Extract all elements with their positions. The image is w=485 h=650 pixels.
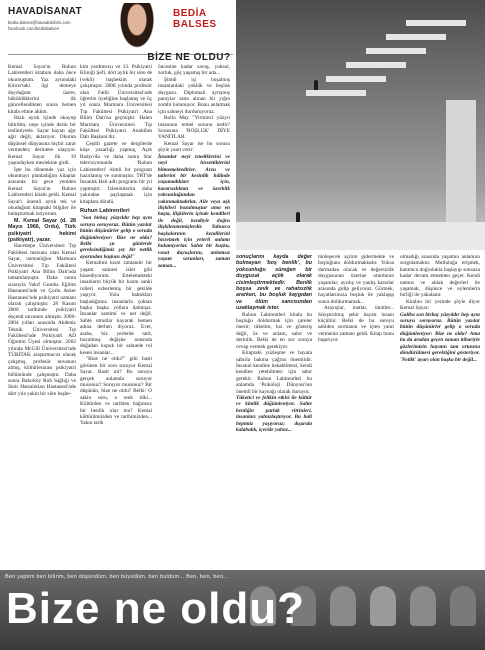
paragraph: Kitaptaki yüzleşme ve hayata sabırla bakma çağrısı önemlidir. İnsanın kendine bakabilmesi, kendi kendine yetebilmesi için sabır gerekir. Ruhun Labirentleri bu anlamda 'Psikoloji Dünyası'nın önemli bir kaynağı olarak duruyor. bbox=[236, 350, 312, 395]
paragraph: tünleşecek açılım gidermekte ve boşluğunu doldurmaktadır. Yoksa durmadan olacak ve değersizlik duygusunun üzerine oturduran yaşamlar; ayrılış ve yanlış kararlar arasında gidip geliyoruz. Görmek, hayatlarımıza boşluk ile yaklaşıp sonra doldurmamak... bbox=[318, 254, 394, 305]
ground bbox=[236, 222, 485, 250]
paragraph: Kitabın bir yerinde şöyle diyor Kemal Sayar: bbox=[400, 298, 480, 312]
paragraph: "Bize ne oldu?" gibi basit görünen bir soru soruyor Kemal Sayar. Basit mi? Bu soruyu gerçek anlamda soruyor musunuz? Soruyor musunuz? Bir düşünün, bize ne oldu? Belki: O sakin soru, o renk tilki... Kültürden ve tarihten bağımsız bir benlik olur mu? Kemal kültürümüzden ve tarihimizden... Yakın tarih bbox=[80, 356, 152, 427]
stair-step bbox=[386, 34, 446, 40]
article-column-1 bbox=[8, 64, 76, 568]
paragraph: Kemal Sayar ise bu sorusu şöyle yanıt verir: bbox=[158, 140, 230, 154]
contact-facebook[interactable]: facebook.com/bediabalses bbox=[8, 26, 59, 31]
paragraph: kim yardımcısı ve 13. Psikiyatri Kliniği Şefi, dört aylık bir süre de (vekil) başhekim olarak çalışmıştır. 2008 yılında profesör olan Fatih Üniversitesi'nde öğretim üyeliğine başlamış ve üç yıl sonra Marmara Üniversitesi Tıp Fakültesi Psikiyatri Ana Bilim Dalı'na geçmiştir. Halen Marmara Üniversitesi Tıp Fakültesi Psikiyatri Anabilim Dalı Başkanı'dır. bbox=[80, 64, 152, 141]
face-silhouette bbox=[410, 586, 436, 626]
stair-step bbox=[406, 20, 466, 26]
paragraph: Rollo May "Yirminci yüzyıl insanının temel sorunu nedir? Sorusuna 'BOŞLUK' DİYE YANITLAR. bbox=[158, 115, 230, 141]
paragraph: Ruhun Labirentleri kitabı bu boşluğu doldurmak için çareler önerir; tüketim, hız ve gösteriş değil, öz ve anlam, sabır ve derinlik. Belki de en zor soruya cevap vermek gerekiyor. bbox=[236, 311, 312, 350]
article-column-2 bbox=[80, 64, 152, 568]
paragraph: sonuçlarını kayda değer bulmayan 'boş benlik', bu yoksunluğu süreğen bir duygusal açlık olarak cisimleştirmektedir. Benlik boşsa zevk ve rahatsızlık ararken, bu boşluk kaygıdan ve ölüm sancısından uzaklaşmak ister. bbox=[236, 254, 312, 312]
author-bio-lead: M. Kemal Sayar (d. 28 Mayıs 1966, Ordu), Türk psikiyatri hekimi (psikiyatr), yazar. bbox=[8, 217, 76, 243]
stair-step bbox=[366, 48, 426, 54]
paragraph: öncesine kadar savaş, yoksul, zorluk, göç yaşamış bir ada... bbox=[158, 64, 230, 77]
face-silhouette bbox=[370, 586, 396, 626]
bottom-banner bbox=[0, 570, 485, 650]
pull-quote: "Son birkaç yüzyıldır hep aynı soruyu soruyoruz. Bütün yazılar bütün düşünürler gelip o soruda düğümleniyor: Bize ne oldu? Belki şu günlerde gereksindiğimiz şey bir netlik ayarından başkası değil" bbox=[80, 215, 152, 260]
author-photo bbox=[118, 3, 156, 51]
staircase-photo bbox=[236, 0, 485, 250]
pull-quote: Tüketici ve felikin etkisi ile kültür ve kimlik düğümleniyor. Sahte benliğin parlak vitrinleri, insanları yalnızlaştırıyor. Bu hali hepimiz yaşıyoruz; dışarıda kalabalık, içeride yalnız... bbox=[236, 394, 312, 433]
subheading: Ruhun Labirentleri bbox=[80, 207, 130, 214]
author-name bbox=[173, 8, 217, 30]
contact-info bbox=[8, 20, 71, 32]
face-silhouette bbox=[450, 586, 476, 626]
banner-headline: Bize ne oldu? bbox=[6, 584, 305, 633]
paragraph: İşte bu dönemde yaz için okunmayı planladığım kitaplar arasında bir gece yeniden Kemal Sayar'ın Ruhun Labirentleri kitabı geldi. Kemal Sayar'ı önemli ayrık tek ve okuduğum kitaptaki bilgiler ile buluşturmak istiyorum. bbox=[8, 166, 76, 218]
stair-step bbox=[326, 76, 386, 82]
pull-quote: İnsanlar neyi istediklerini ve neyi hissettiklerini bilmemektedirler. Arzu ve tatlerini bir kesinlik hâlinde yaşamadıkları için, kararsızlıktan ve özerklik yoksunluğundan yakınmaktadırlar. Aile veya aşk ilişkileri bozulmuştur ama en başta, ilişkilerin içinde kendileri ile değil, kendiyle doğru ilişkilenmemişlerdir. Yalnızca başkalarının kendilerini hissetmek için yeterli anlamı bulamıyorlar. Sahte bir kuşku, vasat duyuşlarını, anlamsız yaşam sorunları, zaman zaman... bbox=[158, 153, 230, 269]
stair-step bbox=[346, 62, 406, 68]
paragraph: olmadığı arasında yaşamın anlamını sorgulamaktır. Mutluluğa erişmek, kanımca doğrulukla başlayıp sonsuza kadar devam etmekten geçer. Kendi namus ve ahlak değerleri ile yaşamak, düşünce ve eylemlerin birliği ile yakalanır. bbox=[400, 254, 480, 299]
article-column-4 bbox=[236, 254, 312, 568]
paragraph: Arayışlar, inatlar, ümitler... Sıkıştırılmış şehir hayatı insanı küçültür. Belki de bu soruyu sahiden sormanın ve içten yanıt vermenin zamanı geldi. Kitap bunu başarıyor. bbox=[318, 305, 394, 344]
section-category: HAVADİSANAT bbox=[8, 6, 82, 17]
face-silhouette bbox=[330, 586, 356, 626]
author-first-name: BEDİA bbox=[173, 8, 207, 19]
banner-strip-text: Ben yaptım ben bilirim, ben düşündüm, ben büyüdüm, ben buldum... Ben, ben, ben... bbox=[5, 574, 229, 580]
article-column-6 bbox=[400, 254, 480, 568]
paragraph: Hacettepe Üniversitesi Tıp Fakültesi mezunu olan Kemal Sayar, uzmanlığını Marmara Üniversitesi Tıp Fakültesi Psikiyatri Ana Bilim Dalı'nda tamamlamıştır. Daha sonra sırasıyla Vakıf Gureba Eğitim Hastanesi'nde ve Çorlu Asker Hastanesi'nde psikiyatri uzmanı olarak çalışmıştır. 28 Kasım 2000 tarihinde psikiyatri doçenti unvanını almıştır. 2000-2004 yılları arasında Akdeniz Teknik Üniversitesi Tıp Fakültesi'nde Psikiyatri AD Öğretim Üyesi olmuştur. 2002 yılında McGill Üniversitesi'nde TÜBİTAK araştırmacısı olarak çalışmış, profesör unvanını almış, kültürlerarası psikiyatri bölümünde çalışmıştır. Daha sonra Bakırköy Ruh Sağlığı ve Sinir Hastalıkları Hastanesi'nde dört yıla yakın bir süre başhe- bbox=[8, 243, 76, 397]
paragraph: Çeşitli gazete ve dergilerde köşe yazarlığı yapmış, Açık Radyo'da ve daha sonra Star televizyonunda 'Ruhun Labirentleri' isimli bir program hazırlamış ve sunmuştur. TRT'de İnsanlık Hali adlı programı bir yıl yapmıştır. İzlenimlerini daha yakından paylaşmak için kitaplara döndü. bbox=[80, 140, 152, 205]
paragraph: Şimdi içi boşalmış insanlardaki yoklük ve boşluk duygusu. Diplomalı ayrışmış paraylar satın alınan bir yığın zombi bulunuyor. Bunu anlatmak için sahneyi durduruyoruz. bbox=[158, 76, 230, 115]
contact-email[interactable]: bedia.balses@havadiskibris.com bbox=[8, 20, 71, 25]
paragraph: Hızlı ayrık içinde okuyup bitirdim, neşe içinde derin bir teslimiyetle. Sayar hayatı ağır ağır değil, aktarıyor. Okurun düşünsel dünyasına hiçbir zarar vermeden; derinlere ulaşıyor. Kemal Sayar ilk 19 yaşındayken meslekine girdi. bbox=[8, 115, 76, 167]
article-column-5 bbox=[318, 254, 394, 568]
article-column-3 bbox=[158, 64, 230, 568]
stair-step bbox=[306, 90, 366, 96]
paragraph: Kemalimi kısm zamandır bir yaşam sahnesi izler gibi hissediyorum. Ertelemekteki insanların büyük bir kısmı sanki rolleri ezberlemiş bir şekilde yaşıyor. Yola baktıkları başladığımız insanlarla çoktan başka başka yollara dalmışız. İnsanlar samimi ve net değil. Sahte umutlar kayarak hemen adına derhen diyoruz. Evet, araba, biz yerlerde tatil, bozulmuş değişke arasında doğadan kopuk bir sahnede rol kesen insanlar... bbox=[80, 260, 152, 356]
author-last-name: BALSES bbox=[173, 19, 217, 30]
person-figure bbox=[314, 80, 318, 90]
pull-quote: Galiba son birkaç yüzyıldır hep aynı soruyu soruyoruz. Bütün yazılar bütün düşünürler gelip o soruda düğümleniyor: Bize ne oldu? Ama bu da aradan geçen zaman itibariyle gözlerimizin hayatın tam ortasına döndürülmesi gerektiğini gösteriyor. 'Netlik' ayarı olan başka bir değil... bbox=[400, 311, 480, 363]
person-figure bbox=[296, 212, 300, 222]
paragraph: Kemal Sayar'ın Ruhun Labirentleri kitabını daha önce okumuştum. Yaz aynındaki Kıbrıs'taki ilgi demeye duyduğum üzere, büküldüklerini ilk güncellendikten sonra hemen kitabı elime aldım. bbox=[8, 64, 76, 115]
article-title: BİZE NE OLDU? bbox=[147, 52, 231, 63]
